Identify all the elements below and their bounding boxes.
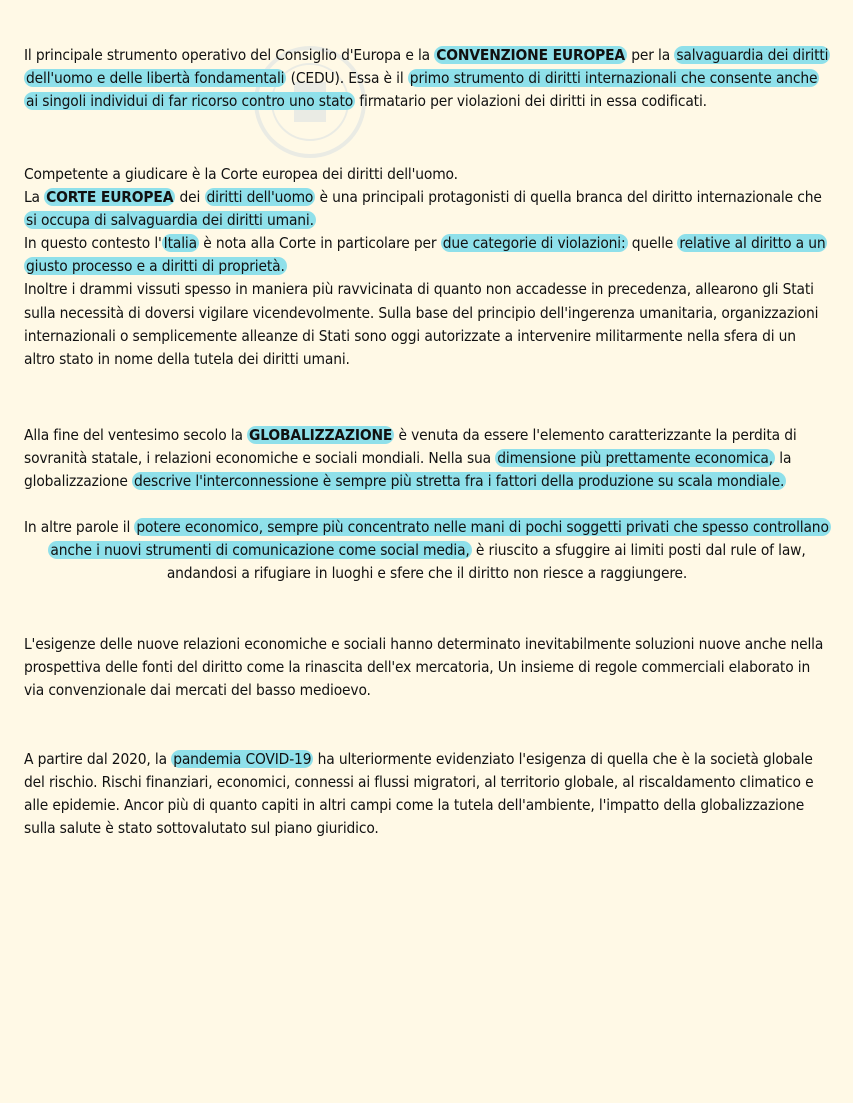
text-segment: In altre parole il — [24, 518, 135, 536]
paragraph-cedu — [24, 44, 830, 113]
highlight-interconnessione: descrive l'interconnessione è sempre più stretta fra i fattori della produzione su scala mondiale. — [133, 472, 785, 491]
text-segment: Alla fine del ventesimo secolo la — [24, 426, 248, 444]
text-segment: quelle — [627, 234, 678, 253]
text-segment: la globalizzazione — [24, 449, 792, 491]
text-segment: Il principale strumento operativo del Consiglio d'Europa e la — [24, 46, 435, 64]
highlight-due-categorie: due categorie di violazioni: — [442, 234, 626, 253]
text-segment: è una principali protagonisti di quella branca del diritto internazionale che — [315, 188, 822, 207]
highlight-giusto-processo: relative al diritto a un giusto processo e a diritti di proprietà. — [26, 234, 826, 276]
highlight-corte-europea: CORTE EUROPEA — [46, 188, 174, 207]
highlight-italia: Italia — [163, 234, 197, 253]
text-segment: dei — [175, 188, 205, 207]
paragraph-lex-mercatoria — [24, 633, 830, 702]
highlight-pandemia: pandemia COVID-19 — [173, 750, 312, 768]
text-segment: firmatario per violazioni dei diritti in essa codificati. — [355, 92, 707, 111]
highlight-salvaguardia-diritti: si occupa di salvaguardia dei diritti umani. — [26, 211, 314, 230]
text-segment: (CEDU). Essa è il — [286, 69, 408, 88]
text-segment: Inoltre i drammi vissuti spesso in maniera più ravvicinata di quanto non accadesse in precedenza, allearono gli Stati sulla necessità di doversi vigilare vicendevolmente. Sulla base del principio dell'ingerenza umanitaria, organizzazioni internazionali o semplicemente alleanze di Stati sono oggi autorizzate a intervenire militarmente nella sfera di un altro stato in nome della tutela dei diritti umani. — [24, 280, 819, 368]
highlight-globalizzazione: GLOBALIZZAZIONE — [249, 426, 393, 444]
highlight-dimensione-economica: dimensione più prettamente economica, — [497, 449, 773, 468]
paragraph-potere-economico — [24, 516, 830, 585]
highlight-primo-strumento: primo strumento di diritti internazionali che consente anche ai singoli individui di far ricorso contro uno stato — [26, 69, 818, 111]
text-segment: A partire dal 2020, la — [24, 750, 172, 768]
highlight-convenzione-europea: CONVENZIONE EUROPEA — [436, 46, 625, 64]
paragraph-corte-europea — [24, 163, 830, 371]
highlight-diritti-uomo: diritti dell'uomo — [206, 188, 314, 207]
paragraph-pandemia — [24, 748, 830, 840]
text-segment: è venuta da essere l'elemento caratterizzante la perdita di sovranità statale, i relazioni economiche e sociali mondiali. Nella sua — [24, 426, 797, 468]
paragraph-globalizzazione — [24, 424, 830, 493]
highlight-potere-economico: potere economico, sempre più concentrato nelle mani di pochi soggetti privati che spesso controllano anche i nuovi strumenti di comunicazione come social media, — [50, 518, 829, 560]
text-segment: per la — [626, 46, 675, 64]
text-segment: è riuscito a sfuggire ai limiti posti dal rule of law, andandosi a rifugiare in luoghi e sfere che il diritto non riesce a raggiungere. — [166, 541, 806, 583]
text-segment: L'esigenze delle nuove relazioni economiche e sociali hanno determinato inevitabilmente soluzioni nuove anche nella prospettiva delle fonti del diritto come la rinascita dell'ex mercatoria, Un insieme di regole commerciali elaborato in via convenzionale dai mercati del basso medioevo. — [24, 635, 824, 700]
text-segment: ha ulteriormente evidenziato l'esigenza di quella che è la società globale del rischio. Rischi finanziari, economici, connessi ai flussi migratori, al territorio globale, al riscaldamento climatico e alle epidemie. Ancor più di quanto capiti in altri campi come la tutela dell'ambiente, l'impatto della globalizzazione sulla salute è stato sottovalutato sul piano giuridico. — [24, 750, 814, 838]
text-segment: In questo contesto l' — [24, 234, 162, 253]
highlight-salvaguardia: salvaguardia dei diritti dell'uomo e delle libertà fondamentali — [26, 46, 829, 88]
text-segment: La — [24, 188, 45, 207]
text-segment: Competente a giudicare è la Corte europea dei diritti dell'uomo. — [24, 165, 458, 183]
text-segment: è nota alla Corte in particolare per — [198, 234, 441, 253]
